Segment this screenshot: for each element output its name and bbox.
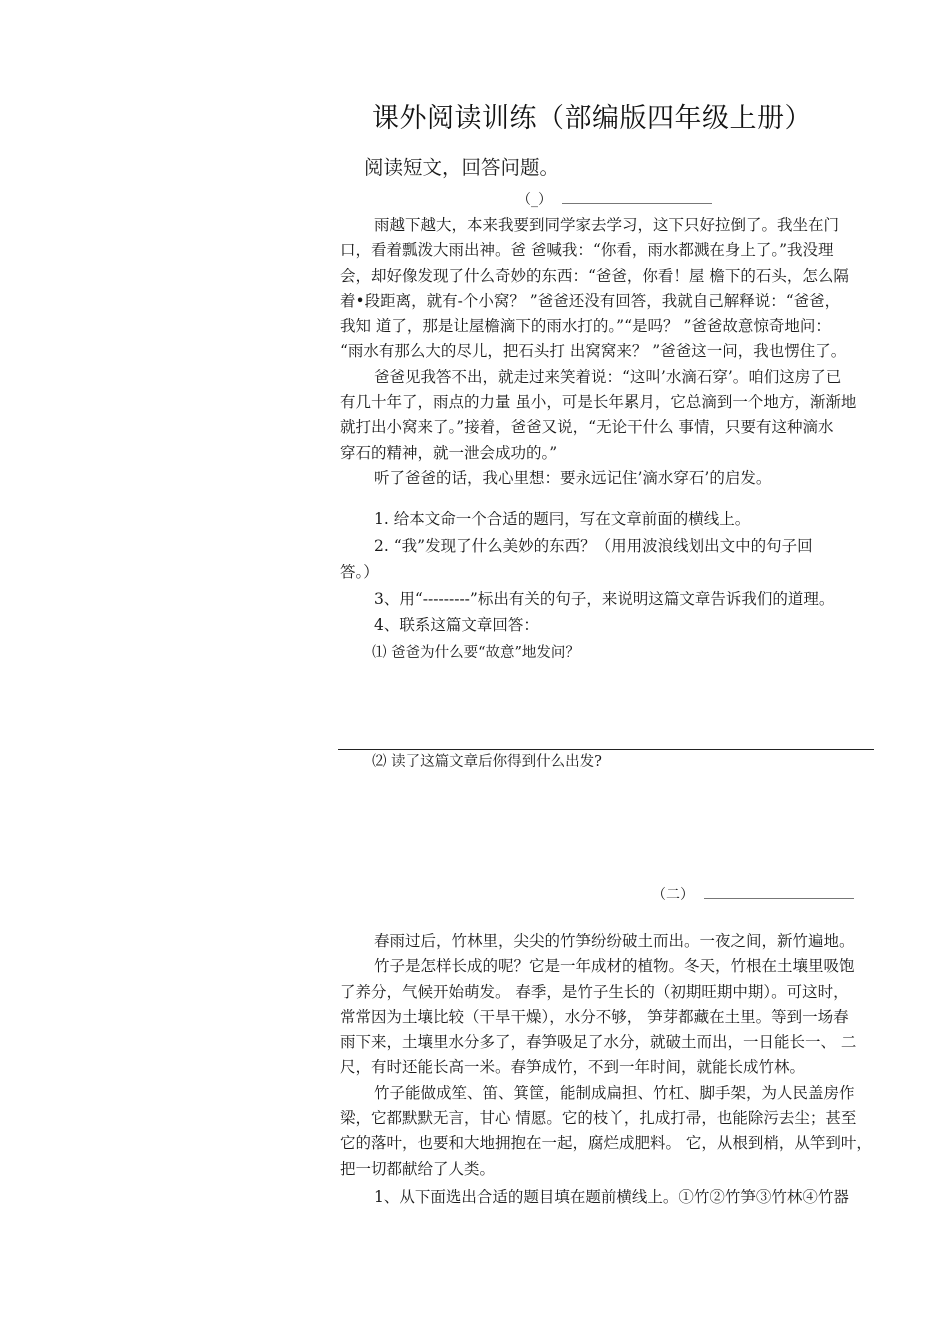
section2-question-1: 1、从下面选出合适的题目填在题前横线上。①竹②竹笋③竹林④竹器 bbox=[374, 1187, 849, 1206]
page-title: 课外阅读训练（部编版四年级上册） bbox=[372, 103, 812, 134]
passage-line: 我知 道了，那是让屋檐滴下的雨水打的。”“是吗？ ”爸爸故意惊奇地问： bbox=[340, 317, 831, 336]
section1-heading bbox=[517, 189, 712, 209]
passage-line: 听了爸爸的话，我心里想：要永远记住’滴水穿石’的启发。 bbox=[374, 468, 772, 487]
section1-questions bbox=[340, 507, 876, 667]
passage-line: 竹子是怎样长成的呢？它是一年成材的植物。冬天，竹根在土壤里吸饱 bbox=[374, 957, 855, 976]
passage-line: “雨水有那么大的尽儿，把石头打 出窝窝来？ ”爸爸这一问，我也愣住了。 bbox=[340, 342, 847, 361]
passage-line: 雨越下越大，本来我要到同学家去学习，这下只好拉倒了。我坐在门 bbox=[374, 216, 840, 234]
passage-line: 春雨过后，竹林里，尖尖的竹笋纷纷破土而出。一夜之间，新竹遍地。 bbox=[374, 932, 855, 950]
passage-line: 着•段距离，就有-个小窝？ ”爸爸还没有回答，我就自己解释说：“爸爸， bbox=[340, 291, 841, 310]
passage-line: 就打出小窝来了。”接着，爸爸又说，“无论干什么 事情，只要有这种滴水 bbox=[340, 418, 834, 437]
passage-line: 常常因为土壤比较（干旱干燥），水分不够， 笋芽都藏在土里。等到一场春 bbox=[340, 1007, 849, 1026]
passage-line: 爸爸见我答不出，就走过来笑着说：“这叫’水滴石穿’。咱们这房了已 bbox=[374, 367, 842, 386]
passage-line: 口，看着瓢泼大雨出神。爸 爸喊我：“你看，雨水都溅在身上了。”我没理 bbox=[340, 241, 834, 260]
question-2: 2. “我”发现了什么美妙的东西？（用用波浪线划出文中的句子回 bbox=[374, 537, 813, 556]
instruction-text: 阅读短文，回答问题。 bbox=[364, 156, 560, 179]
section2-passage bbox=[340, 929, 876, 1210]
passage-line: 它的落叶，也要和大地拥抱在一起，腐烂成肥料。 它，从根到梢，从竿到叶， bbox=[340, 1134, 872, 1153]
question-4: 4、联系这篇文章回答： bbox=[374, 616, 539, 635]
question-2-continued: 答。） bbox=[340, 562, 379, 581]
passage-line: 梁，它都默默无言，甘心 情愿。它的枝丫，扎成打帚，也能除污去尘；甚至 bbox=[340, 1109, 857, 1128]
section2-heading bbox=[652, 884, 854, 904]
section1-title-blank[interactable] bbox=[562, 189, 712, 204]
section1-label: （_） bbox=[517, 192, 552, 208]
question-3: 3、用“---------”标出有关的句子，来说明这篇文章告诉我们的道理。 bbox=[374, 589, 835, 608]
passage-line: 尺，有时还能长高一米。春笋成竹，不到一年时间，就能长成竹林。 bbox=[340, 1058, 806, 1077]
passage-line: 雨下来，土壤里水分多了，春笋吸足了水分，就破土而出，一日能长一、 二 bbox=[340, 1033, 857, 1052]
passage-line: 竹子能做成笙、笛、箕筐，能制成扁担、竹杠、脚手架，为人民盖房作 bbox=[374, 1083, 855, 1102]
passage-line: 有几十年了，雨点的力量 虽小，可是长年累月，它总滴到一个地方，渐渐地 bbox=[340, 393, 857, 412]
passage-line: 会，却好像发现了什么奇妙的东西：“爸爸，你看！屋 檐下的石头，怎么隔 bbox=[340, 266, 849, 285]
passage-line: 了养分，气候开始萌发。 春季，是竹子生长的（初期旺期中期）。可这时， bbox=[340, 982, 849, 1001]
section2-title-blank[interactable] bbox=[704, 884, 854, 899]
section2-label: （二） bbox=[652, 887, 694, 903]
question-4-2: ⑵ 读了这篇文章后你得到什么出发? bbox=[372, 754, 602, 770]
passage-line: 穿石的精神，就一泄会成功的。” bbox=[340, 443, 558, 462]
question-4-1: ⑴ 爸爸为什么要“故意”地发问？ bbox=[372, 645, 580, 662]
question-1: 1. 给本文命一个合适的题冃，写在文章前面的横线上。 bbox=[374, 510, 751, 528]
passage-line: 把一切都献给了人类。 bbox=[340, 1159, 496, 1178]
section1-passage bbox=[340, 213, 876, 491]
